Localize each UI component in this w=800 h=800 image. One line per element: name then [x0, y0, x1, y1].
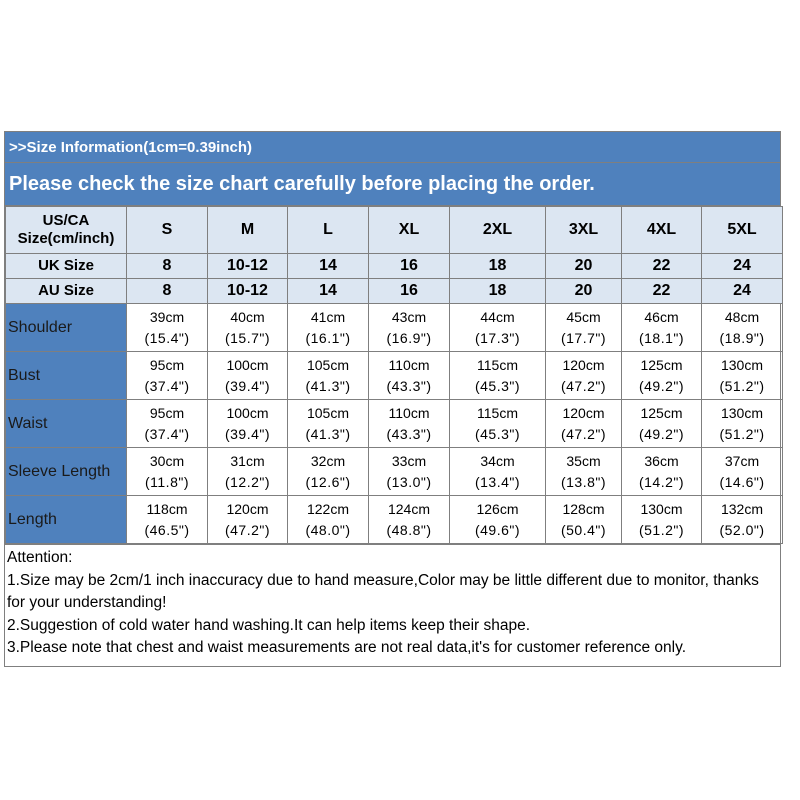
- measurement-cm: 95cm: [149, 404, 185, 421]
- size-row-label: [6, 254, 127, 279]
- measurement-cell: [450, 496, 546, 544]
- measurement-cm: 43cm: [391, 308, 427, 325]
- size-info-header: >>Size Information(1cm=0.39inch): [5, 132, 780, 163]
- measurement-cell: [546, 496, 622, 544]
- measurement-cm: 126cm: [476, 500, 519, 517]
- measurement-inch: (46.5"): [144, 521, 190, 538]
- size-value-cell: 24: [702, 254, 783, 279]
- measurement-inch: (12.2"): [224, 473, 271, 490]
- measurement-inch: (48.0"): [305, 521, 351, 538]
- measurement-inch: (41.3"): [305, 377, 351, 394]
- measurement-cm: 125cm: [640, 404, 683, 421]
- note-1: 1.Size may be 2cm/1 inch inaccuracy due to hand measure,Color may be little different due to monitor, thanks for your understanding!: [7, 571, 759, 611]
- measurement-cell: [208, 448, 288, 496]
- measurement-cell: [450, 352, 546, 400]
- measurement-inch: (43.3"): [386, 377, 432, 394]
- measurement-cm: 128cm: [562, 500, 605, 517]
- measurement-inch: (49.2"): [638, 377, 685, 394]
- measurement-inch: (18.1"): [638, 329, 685, 346]
- measurement-cm: 110cm: [388, 356, 430, 373]
- measurement-inch: (11.8"): [144, 473, 189, 490]
- measurement-cm: 44cm: [480, 308, 515, 325]
- size-row-label: [6, 279, 127, 304]
- measurement-inch: (45.3"): [474, 425, 521, 442]
- note-3: 3.Please note that chest and waist measurements are not real data,it's for customer reference only.: [7, 639, 686, 656]
- measurement-cell: [622, 496, 702, 544]
- measurement-cell: [127, 496, 208, 544]
- measurement-cm: 120cm: [562, 404, 605, 421]
- size-value-cell: XL: [369, 207, 450, 254]
- measurement-label: Sleeve Length: [6, 448, 127, 496]
- measurement-cell: [208, 304, 288, 352]
- measurement-inch: (14.2"): [638, 473, 685, 490]
- measurement-cm: 105cm: [306, 404, 350, 421]
- measurement-cm: 40cm: [230, 308, 265, 325]
- measurement-cell: [288, 352, 369, 400]
- measurement-inch: (16.9"): [386, 329, 432, 346]
- measurement-cm: 132cm: [720, 500, 764, 517]
- size-value-cell: 10-12: [208, 279, 288, 304]
- measurement-inch: (47.2"): [560, 377, 607, 394]
- size-value-cell: M: [208, 207, 288, 254]
- measurement-cm: 105cm: [306, 356, 350, 373]
- measurement-inch: (37.4"): [144, 377, 190, 394]
- measurement-inch: (51.2"): [719, 425, 765, 442]
- measurement-cell: [622, 400, 702, 448]
- measurement-inch: (13.8"): [560, 473, 607, 490]
- measurement-inch: (43.3"): [386, 425, 432, 442]
- measurement-inch: (49.6"): [474, 521, 521, 538]
- size-row-label-line1: AU Size: [38, 282, 94, 299]
- measurement-cell: [127, 448, 208, 496]
- measurement-cell: [702, 448, 783, 496]
- measurement-inch: (45.3"): [474, 377, 521, 394]
- measurement-cell: [288, 400, 369, 448]
- size-row-label-line1: UK Size: [38, 257, 94, 274]
- size-value-cell: 20: [546, 254, 622, 279]
- measurement-cell: [288, 448, 369, 496]
- measurement-cell: [702, 352, 783, 400]
- measurement-cm: 130cm: [640, 500, 683, 517]
- size-value-cell: 2XL: [450, 207, 546, 254]
- measurement-inch: (13.4"): [474, 473, 521, 490]
- measurement-inch: (48.8"): [386, 521, 432, 538]
- size-value-cell: 4XL: [622, 207, 702, 254]
- measurement-inch: (15.4"): [144, 329, 190, 346]
- size-row-label: [6, 207, 127, 254]
- size-value-cell: 22: [622, 279, 702, 304]
- measurement-label: Bust: [6, 352, 127, 400]
- measurement-cell: [546, 352, 622, 400]
- measurement-cm: 37cm: [724, 452, 760, 469]
- size-row-label-line1: US/CA: [42, 212, 90, 229]
- measurement-cell: [208, 496, 288, 544]
- measurement-cell: [450, 400, 546, 448]
- measurement-inch: (41.3"): [305, 425, 351, 442]
- measurement-cm: 130cm: [720, 404, 764, 421]
- size-value-cell: 16: [369, 279, 450, 304]
- measurement-cm: 35cm: [566, 452, 601, 469]
- measurement-cell: [288, 304, 369, 352]
- measurement-cm: 120cm: [226, 500, 269, 517]
- measurement-cell: [702, 400, 783, 448]
- measurement-label: Shoulder: [6, 304, 127, 352]
- measurement-cm: 100cm: [226, 404, 269, 421]
- size-value-cell: 20: [546, 279, 622, 304]
- measurement-cm: 31cm: [230, 452, 265, 469]
- measurement-cell: [369, 496, 450, 544]
- measurement-cm: 125cm: [640, 356, 683, 373]
- size-row: [6, 207, 783, 254]
- size-value-cell: S: [127, 207, 208, 254]
- measurement-cell: [127, 400, 208, 448]
- measurement-cell: [546, 304, 622, 352]
- measurement-cm: 33cm: [391, 452, 427, 469]
- size-value-cell: 16: [369, 254, 450, 279]
- measurement-cm: 95cm: [149, 356, 185, 373]
- measurement-cell: [702, 496, 783, 544]
- size-value-cell: 14: [288, 254, 369, 279]
- measurement-cm: 115cm: [477, 356, 518, 373]
- measurement-cm: 45cm: [566, 308, 601, 325]
- size-value-cell: 14: [288, 279, 369, 304]
- measurement-inch: (37.4"): [144, 425, 190, 442]
- size-value-cell: 3XL: [546, 207, 622, 254]
- measurement-inch: (16.1"): [305, 329, 351, 346]
- measurement-inch: (15.7"): [224, 329, 271, 346]
- measurement-cm: 122cm: [306, 500, 350, 517]
- measurement-cm: 118cm: [146, 500, 188, 517]
- measurement-cm: 34cm: [480, 452, 515, 469]
- size-value-cell: 8: [127, 279, 208, 304]
- measurement-cell: [369, 448, 450, 496]
- measurement-inch: (14.6"): [719, 473, 765, 490]
- measurement-cm: 110cm: [388, 404, 430, 421]
- measurement-label: Waist: [6, 400, 127, 448]
- measurement-inch: (50.4"): [560, 521, 607, 538]
- measurement-row: [6, 400, 783, 448]
- size-value-cell: 22: [622, 254, 702, 279]
- measurement-cm: 124cm: [387, 500, 431, 517]
- note-2: 2.Suggestion of cold water hand washing.It can help items keep their shape.: [7, 616, 531, 634]
- size-value-cell: 24: [702, 279, 783, 304]
- measurement-cm: 41cm: [310, 308, 346, 325]
- measurement-inch: (13.0"): [386, 473, 432, 490]
- measurement-cell: [546, 400, 622, 448]
- measurement-cell: [127, 304, 208, 352]
- measurement-inch: (47.2"): [224, 521, 271, 538]
- size-value-cell: L: [288, 207, 369, 254]
- measurement-inch: (39.4"): [224, 425, 271, 442]
- notes-title: Attention:: [7, 549, 73, 566]
- measurement-inch: (12.6"): [305, 473, 351, 490]
- size-value-cell: 18: [450, 254, 546, 279]
- measurement-inch: (39.4"): [224, 377, 271, 394]
- size-chart: [4, 131, 781, 667]
- measurement-row: [6, 448, 783, 496]
- measurement-cm: 120cm: [562, 356, 605, 373]
- size-value-cell: 5XL: [702, 207, 783, 254]
- measurement-inch: (17.3"): [474, 329, 521, 346]
- measurement-cell: [622, 304, 702, 352]
- size-row: [6, 279, 783, 304]
- measurement-cm: 48cm: [724, 308, 760, 325]
- size-value-cell: 8: [127, 254, 208, 279]
- size-value-cell: 18: [450, 279, 546, 304]
- measurement-inch: (51.2"): [719, 377, 765, 394]
- attention-notes: [5, 544, 780, 666]
- measurement-cm: 115cm: [477, 404, 518, 421]
- measurement-cell: [622, 352, 702, 400]
- measurement-cm: 32cm: [310, 452, 346, 469]
- measurement-cm: 39cm: [149, 308, 185, 325]
- measurement-label: Length: [6, 496, 127, 544]
- measurement-cell: [369, 352, 450, 400]
- order-notice-header: Please check the size chart carefully before placing the order.: [5, 163, 780, 206]
- measurement-cell: [208, 400, 288, 448]
- measurement-inch: (47.2"): [560, 425, 607, 442]
- measurement-cell: [702, 304, 783, 352]
- measurement-cell: [450, 304, 546, 352]
- measurement-cm: 46cm: [644, 308, 679, 325]
- measurement-inch: (49.2"): [638, 425, 685, 442]
- measurement-inch: (17.7"): [560, 329, 607, 346]
- measurement-inch: (52.0"): [719, 521, 765, 538]
- measurement-inch: (18.9"): [719, 329, 765, 346]
- measurement-cell: [622, 448, 702, 496]
- measurement-cell: [546, 448, 622, 496]
- measurement-cell: [450, 448, 546, 496]
- size-row: [6, 254, 783, 279]
- measurement-row: [6, 352, 783, 400]
- measurement-row: [6, 496, 783, 544]
- measurement-cm: 130cm: [720, 356, 764, 373]
- measurement-cell: [208, 352, 288, 400]
- measurement-row: [6, 304, 783, 352]
- measurement-cell: [369, 400, 450, 448]
- measurement-cell: [288, 496, 369, 544]
- size-value-cell: 10-12: [208, 254, 288, 279]
- measurement-cm: 30cm: [149, 452, 185, 469]
- size-row-label-line2: Size(cm/inch): [17, 230, 115, 247]
- measurement-cell: [369, 304, 450, 352]
- measurement-inch: (51.2"): [638, 521, 685, 538]
- measurement-cm: 36cm: [644, 452, 679, 469]
- measurement-cell: [127, 352, 208, 400]
- size-table: [5, 206, 783, 544]
- measurement-cm: 100cm: [226, 356, 269, 373]
